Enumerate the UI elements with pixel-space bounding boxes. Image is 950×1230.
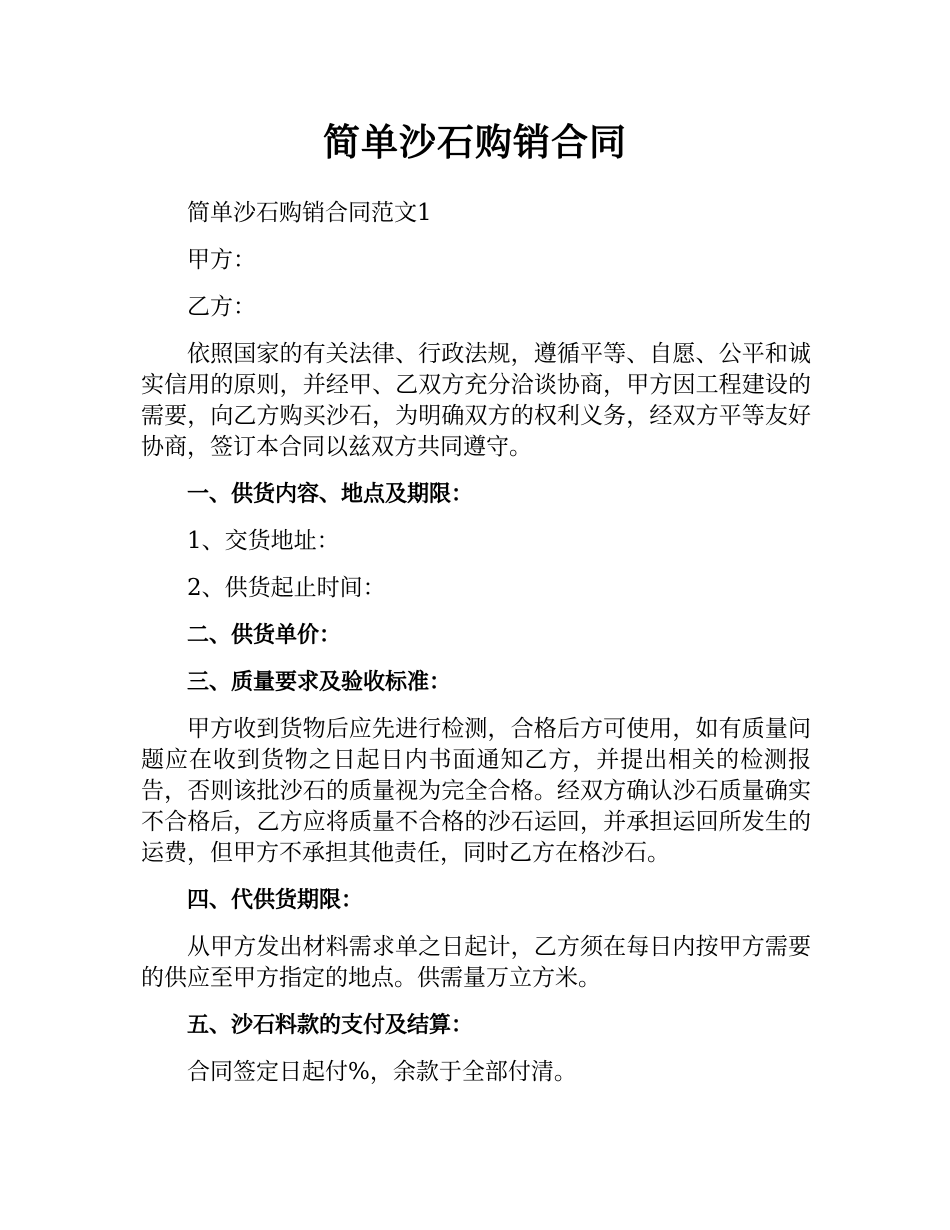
section-heading: 三、质量要求及验收标准： <box>187 670 452 695</box>
paragraph: 简单沙石购销合同范文1 <box>187 200 432 226</box>
section-heading: 五、沙石料款的支付及结算： <box>187 1013 474 1038</box>
section-heading: 一、供货内容、地点及期限： <box>187 482 474 507</box>
document-title: 简单沙石购销合同 <box>323 120 627 164</box>
document-body <box>141 198 811 1104</box>
paragraph: 1、交货地址： <box>187 528 340 554</box>
paragraph: 甲方收到货物后应先进行检测，合格后方可使用，如有质量问题应在收到货物之日起日内书面通知乙方，并提出相关的检测报告，否则该批沙石的质量视为完全合格。经双方确认沙石质量确实不合格后，乙方应将质量不合格的沙石运回，并承担运回所发生的运费，但甲方不承担其他责任，同时乙方在格沙石。 <box>141 716 811 866</box>
paragraph: 从甲方发出材料需求单之日起计，乙方须在每日内按甲方需要的供应至甲方指定的地点。供需量万立方米。 <box>141 934 811 991</box>
paragraph: 甲方： <box>187 247 256 273</box>
paragraph: 乙方： <box>187 294 256 320</box>
paragraph: 2、供货起止时间： <box>187 575 386 601</box>
paragraph: 合同签定日起付%，余款于全部付清。 <box>187 1059 577 1085</box>
paragraph: 依照国家的有关法律、行政法规，遵循平等、自愿、公平和诚实信用的原则，并经甲、乙双方充分洽谈协商，甲方因工程建设的需要，向乙方购买沙石，为明确双方的权利义务，经双方平等友好协商，签订本合同以兹双方共同遵守。 <box>141 341 811 460</box>
section-heading: 二、供货单价： <box>187 623 342 648</box>
section-heading: 四、代供货期限： <box>187 888 364 913</box>
